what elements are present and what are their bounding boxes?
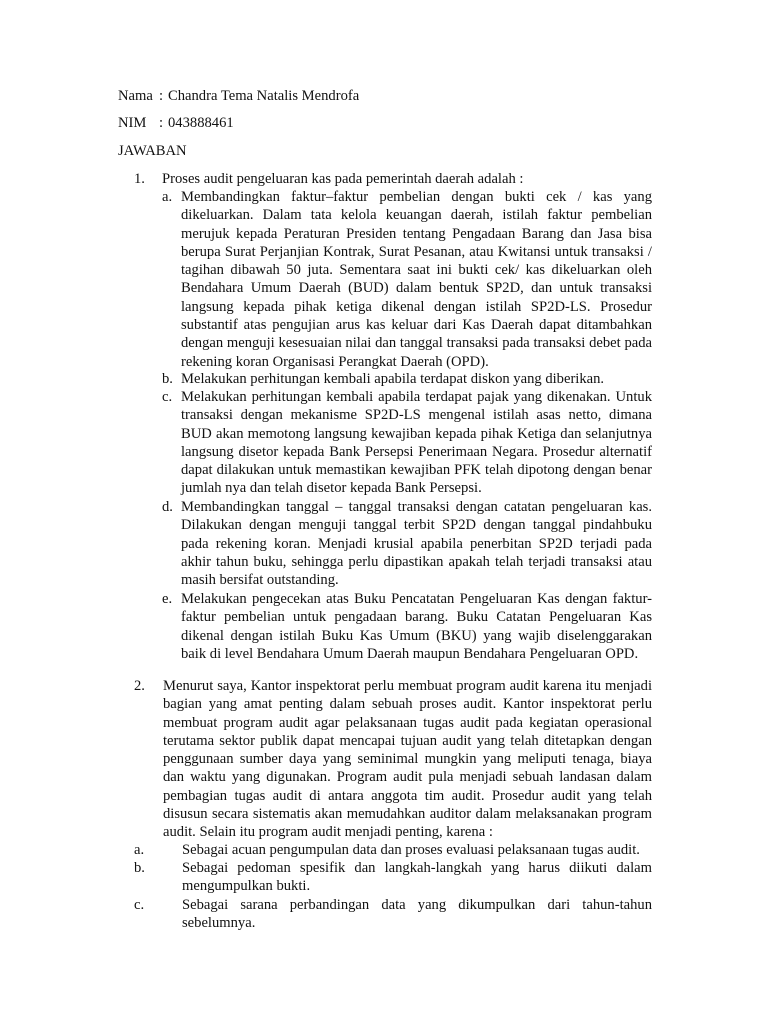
question-intro: Proses audit pengeluaran kas pada pemerintah daerah adalah :	[162, 171, 524, 187]
question-intro: Menurut saya, Kantor inspektorat perlu membuat program audit karena itu menjadi bagian yang amat penting dalam sebuah proses audit. Kantor inspektorat perlu membuat program audit agar pelaksanaan tugas audit pada kegiatan operasional terutama sektor publik dapat mencapai tujuan audit yang telah ditetapkan dengan penggunaan sumber daya yang seminimal mungkin yang meliputi tenaga, biaya dan waktu yang digunakan. Program audit pula menjadi sebuah landasan dalam pembagian tugas audit di antara anggota tim audit. Prosedur audit yang telah disusun secara sistematis akan memudahkan auditor dalam melaksanakan program audit. Selain itu program audit menjadi penting, karena :	[163, 678, 652, 841]
section-title: JAWABAN	[118, 143, 187, 159]
list-item-text: Melakukan pengecekan atas Buku Pencatatan Pengeluaran Kas dengan faktur-faktur pembelian untuk pengadaan barang. Buku Catatan Pengeluaran Kas dikenal dengan istilah Buku Kas Umum (BKU) yang wajib diselenggarakan baik di level Bendahara Umum Daerah maupun Bendahara Pengeluaran OPD.	[181, 591, 652, 662]
question-number: 1.	[134, 171, 145, 187]
list-item-letter: c.	[162, 389, 173, 405]
list-item	[134, 896, 652, 933]
list-item	[134, 859, 652, 896]
list-item-text: Melakukan perhitungan kembali apabila terdapat pajak yang dikenakan. Untuk transaksi dengan mekanisme SP2D-LS mengenal istilah asas netto, dimana BUD akan memotong langsung kewajiban kepada pihak Ketiga dan selanjutnya langsung disetor kepada Bank Persepsi Penerimaan Negara. Prosedur alternatif dapat dilakukan untuk memastikan kewajiban PFK telah dipotong dengan benar jumlah nya dan telah disetor kepada Bank Persepsi.	[181, 389, 652, 497]
list-item-text: Sebagai sarana perbandingan data yang dikumpulkan dari tahun-tahun sebelumnya.	[182, 897, 652, 932]
name-separator: :	[159, 88, 164, 104]
name-value: Chandra Tema Natalis Mendrofa	[168, 88, 360, 104]
nim-label: NIM	[118, 115, 147, 131]
list-item-text: Melakukan perhitungan kembali apabila terdapat diskon yang diberikan.	[181, 371, 605, 387]
list-item-text: Membandingkan faktur–faktur pembelian dengan bukti cek / kas yang dikeluarkan. Dalam tata kelola keuangan daerah, istilah faktur pembelian merujuk kepada Peraturan Presiden tentang Pengadaan Barang dan Jasa bisa berupa Surat Perjanjian Kontrak, Surat Pesanan, atau Kwitansi untuk transaksi / tagihan dibawah 50 juta. Sementara saat ini bukti cek/ kas dikeluarkan oleh Bendahara Umum Daerah (BUD) dalam bentuk SP2D, dan untuk transaksi langsung kepada pihak ketiga dikenal dengan istilah SP2D-LS. Prosedur substantif atas pengujian arus kas keluar dari Kas Daerah dapat ditambahkan dengan menguji kesesuaian nilai dan tanggal transaksi pada transaksi debet pada rekening koran Organisasi Perangkat Daerah (OPD).	[181, 189, 652, 370]
list-item-letter: b.	[134, 860, 145, 876]
nim-value: 043888461	[168, 115, 234, 131]
list-item-text: Membandingkan tanggal – tanggal transaksi dengan catatan pengeluaran kas. Dilakukan dengan menguji tanggal terbit SP2D dengan tanggal pindahbuku pada rekening koran. Menjadi krusial apabila penerbitan SP2D terjadi pada akhir tahun buku, sehingga perlu dipastikan apakah telah terjadi transaksi atau masih bersifat outstanding.	[181, 499, 652, 589]
list-item-letter: c.	[134, 897, 145, 913]
nim-separator: :	[159, 115, 164, 131]
name-row	[118, 87, 359, 105]
name-label: Nama	[118, 88, 153, 104]
list-item	[162, 498, 652, 589]
list-item-letter: e.	[162, 591, 173, 607]
list-item-letter: a.	[134, 842, 145, 858]
list-item	[134, 841, 652, 859]
list-item-letter: b.	[162, 371, 173, 387]
question-number: 2.	[134, 678, 145, 694]
nim-row	[118, 114, 234, 132]
list-item	[162, 388, 652, 498]
list-item	[162, 590, 652, 663]
list-item-letter: a.	[162, 189, 173, 205]
list-item-text: Sebagai pedoman spesifik dan langkah-langkah yang harus diikuti dalam mengumpulkan bukti.	[182, 860, 652, 895]
list-item	[162, 188, 652, 371]
list-item-text: Sebagai acuan pengumpulan data dan proses evaluasi pelaksanaan tugas audit.	[182, 842, 640, 858]
list-item-letter: d.	[162, 499, 173, 515]
list-item	[162, 370, 652, 388]
